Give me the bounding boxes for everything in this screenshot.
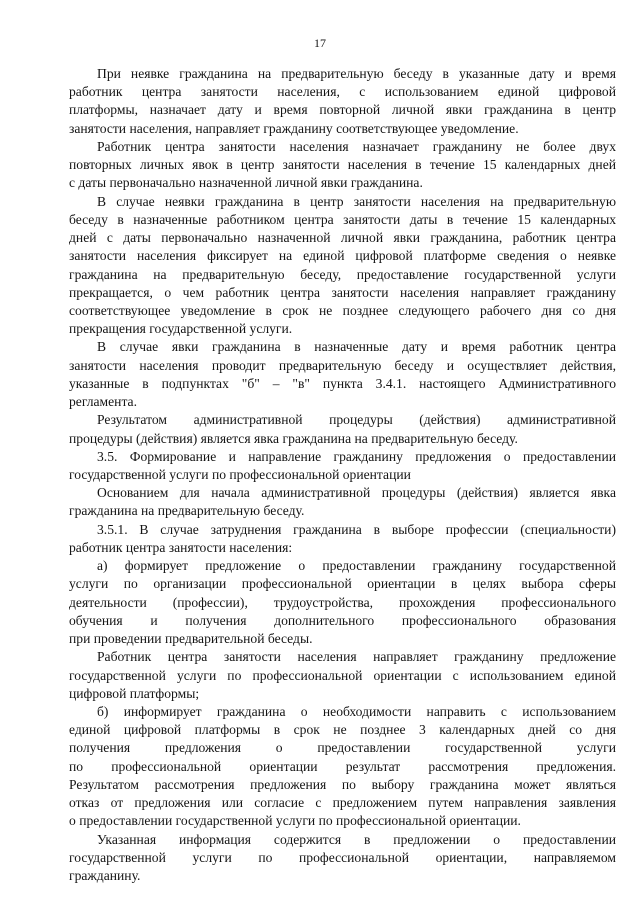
- text-line: государственной услуги по профессиональной ориентации: [69, 467, 411, 482]
- text-line: Указанная информация содержится в предложении о предоставлении: [97, 832, 616, 847]
- text-line: обучения и получения дополнительного профессионального образования: [69, 613, 616, 628]
- text-line: Работник центра занятости населения назначает гражданину не более двух: [97, 139, 616, 154]
- text-line: Результатом административной процедуры (действия) административной: [97, 412, 616, 427]
- text-line: повторных личных явок в центр занятости населения в течение 15 календарных дней: [69, 157, 616, 172]
- text-line: беседу в назначенные работником центра занятости даты в течение 15 календарных: [69, 212, 616, 227]
- text-line: Основанием для начала административной процедуры (действия) является явка: [97, 485, 616, 500]
- text-line: процедуры (действия) является явка гражданина на предварительную беседу.: [69, 431, 518, 446]
- text-line: получения предложения о предоставлении государственной услуги: [69, 740, 616, 755]
- text-line: услуги по организации профессиональной ориентации в целях выбора сферы: [69, 576, 616, 591]
- text-line: платформы, назначает дату и время повторной личной явки гражданина в центр: [69, 102, 616, 117]
- text-line: гражданину.: [69, 868, 141, 883]
- text-line: деятельности (профессии), трудоустройства, прохождения профессионального: [69, 595, 616, 610]
- text-line: работник центра занятости населения:: [69, 540, 293, 555]
- text-line: а) формирует предложение о предоставлении гражданину государственной: [97, 558, 616, 573]
- text-line: при проведении предварительной беседы.: [69, 631, 313, 646]
- text-line: 3.5. Формирование и направление гражданину предложения о предоставлении: [97, 449, 616, 464]
- text-line: прекращается, о чем работник центра занятости населения направляет гражданину: [69, 285, 616, 300]
- text-line: единой цифровой платформы в срок не позднее 3 календарных дней со дня: [69, 722, 616, 737]
- text-line: по профессиональной ориентации результат рассмотрения предложения.: [69, 759, 616, 774]
- text-line: При неявке гражданина на предварительную беседу в указанные дату и время: [97, 66, 616, 81]
- text-line: государственной услуги по профессиональной ориентации с использованием единой: [69, 668, 616, 683]
- text-line: гражданина на предварительную беседу.: [69, 503, 305, 518]
- text-line: прекращения государственной услуги.: [69, 321, 293, 336]
- page-number: 17: [314, 36, 326, 50]
- text-line: занятости населения проводит предварительную беседу и осуществляет действия,: [69, 358, 616, 373]
- text-line: с даты первоначально назначенной личной явки гражданина.: [69, 175, 423, 190]
- text-line: о предоставлении государственной услуги по профессиональной ориентации.: [69, 813, 521, 828]
- text-line: В случае неявки гражданина в центр занятости населения на предварительную: [97, 194, 616, 209]
- text-line: отказ от предложения или согласие с предложением путем направления заявления: [69, 795, 616, 810]
- text-line: соответствующее уведомление в срок не позднее следующего рабочего дня со дня: [69, 303, 616, 318]
- text-line: Результатом рассмотрения предложения по выбору гражданина может являться: [69, 777, 616, 792]
- text-line: государственной услуги по профессиональной ориентации, направляемом: [69, 850, 616, 865]
- text-line: б) информирует гражданина о необходимости направить с использованием: [97, 704, 616, 719]
- text-line: работник центра занятости населения, с использованием единой цифровой: [69, 84, 616, 99]
- text-line: цифровой платформы;: [69, 686, 200, 701]
- text-line: гражданина на предварительную беседу, предоставление государственной услуги: [69, 267, 616, 282]
- text-line: занятости населения фиксирует на единой цифровой платформе сведения о неявке: [69, 248, 616, 263]
- text-line: дней с даты первоначально назначенной личной явки гражданина, работник центра: [69, 230, 616, 245]
- text-line: В случае явки гражданина в назначенные дату и время работник центра: [97, 339, 616, 354]
- text-line: регламента.: [69, 394, 137, 409]
- text-line: 3.5.1. В случае затруднения гражданина в выборе профессии (специальности): [97, 522, 616, 537]
- text-line: занятости населения, направляет гражданину соответствующее уведомление.: [69, 121, 519, 136]
- text-line: Работник центра занятости населения направляет гражданину предложение: [97, 649, 616, 664]
- text-line: указанные в подпунктах "б" – "в" пункта 3.4.1. настоящего Административного: [69, 376, 616, 391]
